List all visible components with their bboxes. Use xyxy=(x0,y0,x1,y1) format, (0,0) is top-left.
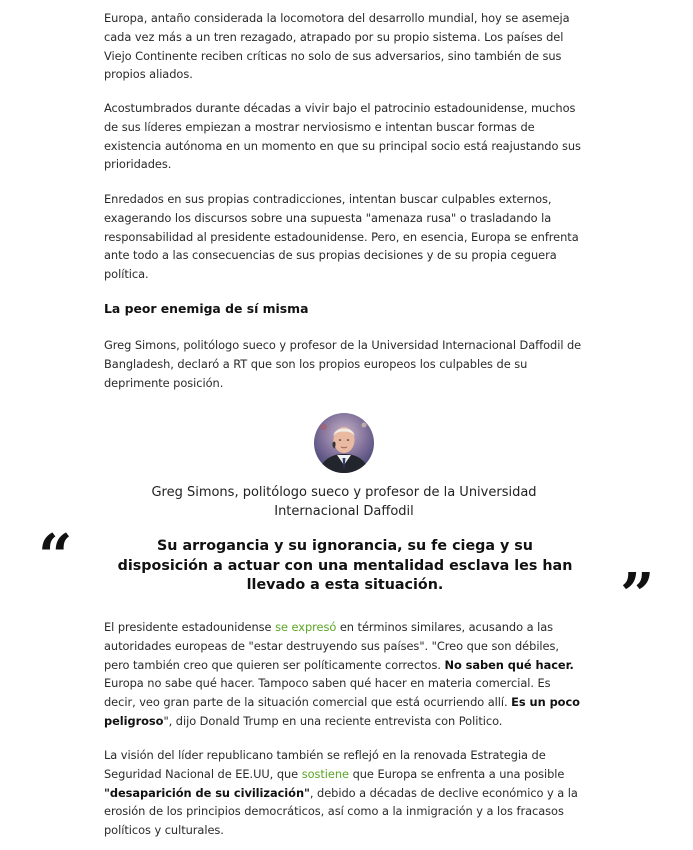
text-span: ", dijo Donald Trump en una reciente entrevista con Politico. xyxy=(163,713,503,728)
article-paragraph-3: Enredados en sus propias contradicciones, intentan buscar culpables externos, exagerando los discursos sobre una supuesta "amenaza rusa" o trasladando la responsabilidad al presidente estadounidense. Pero, en esencia, Europa se enfrenta ante todo a las consecuencias de sus propias decisiones y de su propia ceguera política. xyxy=(104,192,579,282)
avatar xyxy=(314,413,374,473)
text-span: El presidente estadounidense xyxy=(104,620,276,634)
open-quote-icon: “ xyxy=(38,522,73,592)
article-paragraph-5 xyxy=(104,618,584,731)
article-paragraph-6 xyxy=(104,746,584,840)
text-span: que Europa se enfrenta a una posible xyxy=(349,766,565,781)
link-sostiene[interactable]: sostiene xyxy=(301,766,350,781)
article-paragraph-4: Greg Simons, politólogo sueco y profesor de la Universidad Internacional Daffodil de Bangladesh, declaró a RT que son los propios europeos los culpables de su deprimente posición. xyxy=(104,338,582,390)
bold-span: Es un poco peligroso xyxy=(104,695,580,728)
article-paragraph-1: Europa, antaño considerada la locomotora del desarrollo mundial, hoy se asemeja cada vez más a un tren rezagado, atrapado por su propio sistema. Los países del Viejo Continente reciben críticas no solo de sus adversarios, sino también de sus propios aliados. xyxy=(104,11,570,82)
bold-span: "desaparición de su civilización" xyxy=(104,785,310,800)
article-paragraph-2: Acostumbrados durante décadas a vivir bajo el patrocinio estadounidense, muchos de sus líderes empiezan a mostrar nerviosismo e intentan buscar formas de existencia autónoma en un momento en que su principal socio está reajustando sus prioridades. xyxy=(104,101,581,172)
text-span: , debido a décadas de declive económico y a la erosión de los principios democráticos, así como a la inmigración y a los fracasos políticos y culturales. xyxy=(104,785,578,838)
text-span: La visión del líder republicano también se reflejó en la renovada Estrategia de Seguridad Nacional de EE.UU, que xyxy=(104,748,546,781)
bold-span: No saben qué hacer. xyxy=(444,657,574,672)
text-span: en términos similares, acusando a las autoridades europeas de "estar destruyendo sus países". "Creo que son débiles, pero también creo que quieren ser políticamente correctos. xyxy=(104,620,559,672)
link-se-expreso[interactable]: se expresó xyxy=(275,620,337,634)
text-span: Europa no sabe qué hacer. Tampoco saben qué hacer en materia comercial. Es decir, veo gran parte de la situación comercial que está ocurriendo allí. xyxy=(104,676,551,710)
pull-quote: Su arrogancia y su ignorancia, su fe ciega y su disposición a actuar con una mentalidad esclava les han llevado a esta situación. xyxy=(117,538,573,593)
section-subheading: La peor enemiga de sí misma xyxy=(104,301,309,316)
close-quote-icon: ” xyxy=(620,561,655,631)
quote-attribution: Greg Simons, politólogo sueco y profesor de la Universidad Internacional Daffodil xyxy=(151,485,537,519)
